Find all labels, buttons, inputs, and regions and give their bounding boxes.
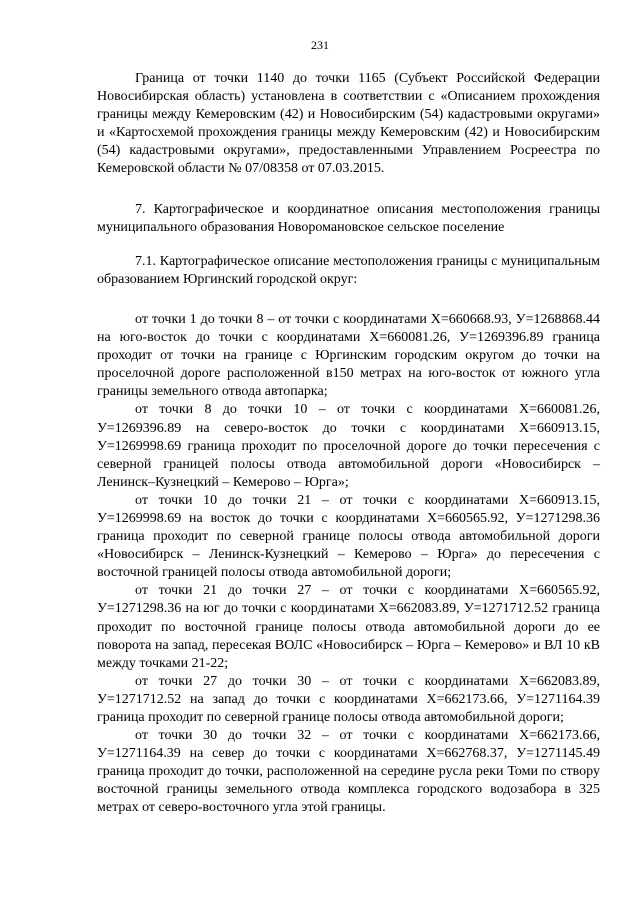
boundary-segment-1-8: от точки 1 до точки 8 – от точки с координатами X=660668.93, У=1268868.44 на юго-восток до точки с координатами X=660081.26, У=1269396.89 граница проходит от точки на границе с Юргинским городским округом до точки на проселочной дороге расположенной в150 метрах на юго-восток от южного угла границы земельного отвода автопарка;	[97, 311, 600, 400]
boundary-segment-10-21: от точки 10 до точки 21 – от точки с координатами X=660913.15, У=1269998.69 на восток до точки с координатами X=660565.92, У=1271298.36 граница проходит по северной границе полосы отвода автомобильной дороги «Новосибирск – Ленинск-Кузнецкий – Кемерово – Юрга» до пересечения с восточной границей полосы отвода автомобильной дороги;	[97, 492, 600, 581]
paragraph-boundary-source: Граница от точки 1140 до точки 1165 (Субъект Российской Федерации Новосибирская область) установлена в соответствии с «Описанием прохождения границы между Кемеровским (42) и Новосибирским (54) кадастровыми округами» и «Картосхемой прохождения границы между Кемеровским (42) и Новосибирским (54) кадастровыми округами», предоставленными Управлением Росреестра по Кемеровской области № 07/08358 от 07.03.2015.	[97, 71, 600, 177]
boundary-segment-27-30: от точки 27 до точки 30 – от точки с координатами X=662083.89, У=1271712.52 на запад до точки с координатами X=662173.66, У=1271164.39 граница проходит по северной границе полосы отвода автомобильной дороги;	[97, 673, 600, 725]
boundary-segment-8-10: от точки 8 до точки 10 – от точки с координатами X=660081.26, У=1269396.89 на северо-восток до точки с координатами X=660913.15, У=1269998.69 граница проходит по проселочной дороге до точки пересечения с северной границей полосы отвода автомобильной дороги «Новосибирск – Ленинск–Кузнецкий – Кемерово – Юрга»;	[97, 402, 600, 490]
document-body	[97, 70, 600, 818]
section-heading-7: 7. Картографическое и координатное описания местоположения границы муниципального образования Новоромановское сельское поселение	[97, 201, 600, 235]
boundary-segment-21-27: от точки 21 до точки 27 – от точки с координатами X=660565.92, У=1271298.36 на юг до точки с координатами X=662083.89, У=1271712.52 граница проходит по восточной границе полосы отвода автомобильной дороги до ее поворота на запад, пересекая ВОЛС «Новосибирск – Юрга – Кемерово» и ВЛ 10 кВ между точками 21-22;	[97, 583, 600, 671]
subsection-heading-7-1: 7.1. Картографическое описание местоположения границы с муниципальным образованием Юргинский городской округ:	[97, 253, 600, 287]
page-number: 231	[311, 38, 329, 52]
boundary-segment-30-32: от точки 30 до точки 32 – от точки с координатами X=662173.66, У=1271164.39 на север до точки с координатами X=662768.37, У=1271145.49 граница проходит до точки, расположенной на середине русла реки Томи по створу восточной границы земельного отвода комплекса городского водозабора в 325 метрах от северо-восточного угла этой границы.	[97, 728, 600, 816]
